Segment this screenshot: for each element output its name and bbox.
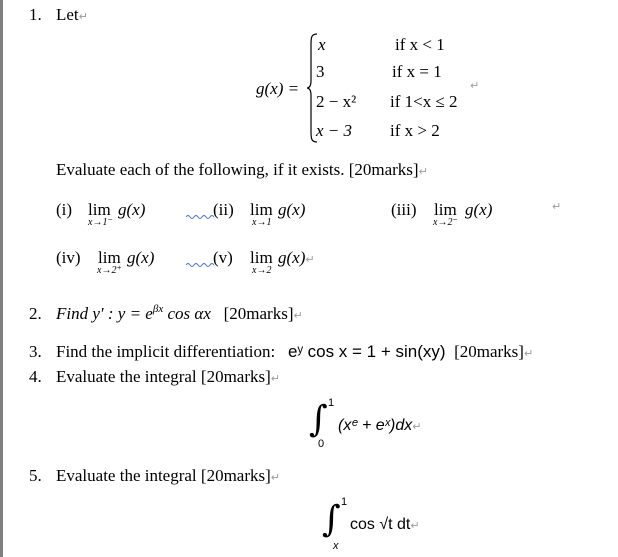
part-iv-func: g(x) [127, 248, 155, 267]
return-mark: ↵ [470, 79, 480, 92]
part-v-func: g(x)↵ [278, 248, 315, 267]
part-v-lim: lim [250, 248, 273, 267]
q3-text: Find the implicit differentiation: eʸ cos x = 1 + sin(xy) [20marks]↵ [56, 342, 534, 361]
q1-instruction: Evaluate each of the following, if it exists. [20marks]↵ [56, 160, 428, 179]
part-iii-under: x→2⁻ [433, 217, 458, 228]
case-4-cond: if x > 2 [390, 121, 440, 140]
case-1-expr: x [318, 35, 326, 54]
part-ii-lim: lim [250, 200, 273, 219]
part-iv-label: (iv) [56, 248, 81, 267]
part-iii-lim: lim [434, 200, 457, 219]
q1-lead: Let↵ [56, 5, 88, 24]
case-1-cond: if x < 1 [395, 35, 445, 54]
integral-sign: ∫ [309, 399, 328, 440]
part-iv-under: x→2⁺ [97, 265, 122, 276]
q1-number: 1. [29, 5, 42, 24]
part-v-label: (v) [213, 248, 233, 267]
part-iv-lim: lim [98, 248, 121, 267]
part-i-under: x→1⁻ [88, 217, 113, 228]
q3-number: 3. [29, 342, 42, 361]
part-i-func: g(x) [118, 200, 146, 219]
q2-text: Find y′ : $y = e^{\beta x}$ cos αx [20marks]↵ [56, 303, 303, 323]
return-mark: ↵ [552, 200, 562, 213]
integral-sign: ∫ [322, 499, 341, 540]
part-ii-func: g(x) [278, 200, 306, 219]
spellcheck-underline [186, 214, 214, 220]
part-i-label: (i) [56, 200, 73, 219]
page-margin-bar [0, 0, 3, 557]
q4-upper-bound: 1 [328, 397, 335, 409]
part-i-lim: lim [88, 200, 111, 219]
spellcheck-underline [186, 262, 214, 268]
gx-label: g(x) = [256, 79, 300, 98]
part-iii-func: g(x) [465, 200, 493, 219]
case-2-expr: 3 [316, 62, 325, 81]
case-2-cond: if x = 1 [392, 62, 442, 81]
q5-integrand: cos √t dt↵ [350, 516, 420, 533]
q4-text: Evaluate the integral [20marks]↵ [56, 367, 280, 386]
q5-upper-bound: 1 [341, 496, 348, 508]
part-v-under: x→2 [252, 265, 272, 276]
case-4-expr: x − 3 [316, 121, 353, 140]
q4-number: 4. [29, 367, 42, 386]
q5-lower-bound: x [333, 540, 339, 552]
q4-integrand: (xᵉ + eˣ)dx↵ [338, 417, 422, 434]
q4-lower-bound: 0 [318, 438, 325, 450]
q5-number: 5. [29, 466, 42, 485]
part-ii-under: x→1 [252, 217, 272, 228]
case-3-cond: if 1<x ≤ 2 [390, 92, 458, 111]
part-ii-label: (ii) [213, 200, 234, 219]
q2-number: 2. [29, 304, 42, 323]
q5-text: Evaluate the integral [20marks]↵ [56, 466, 280, 485]
part-iii-label: (iii) [391, 200, 417, 219]
case-3-expr: 2 − x² [316, 92, 357, 111]
